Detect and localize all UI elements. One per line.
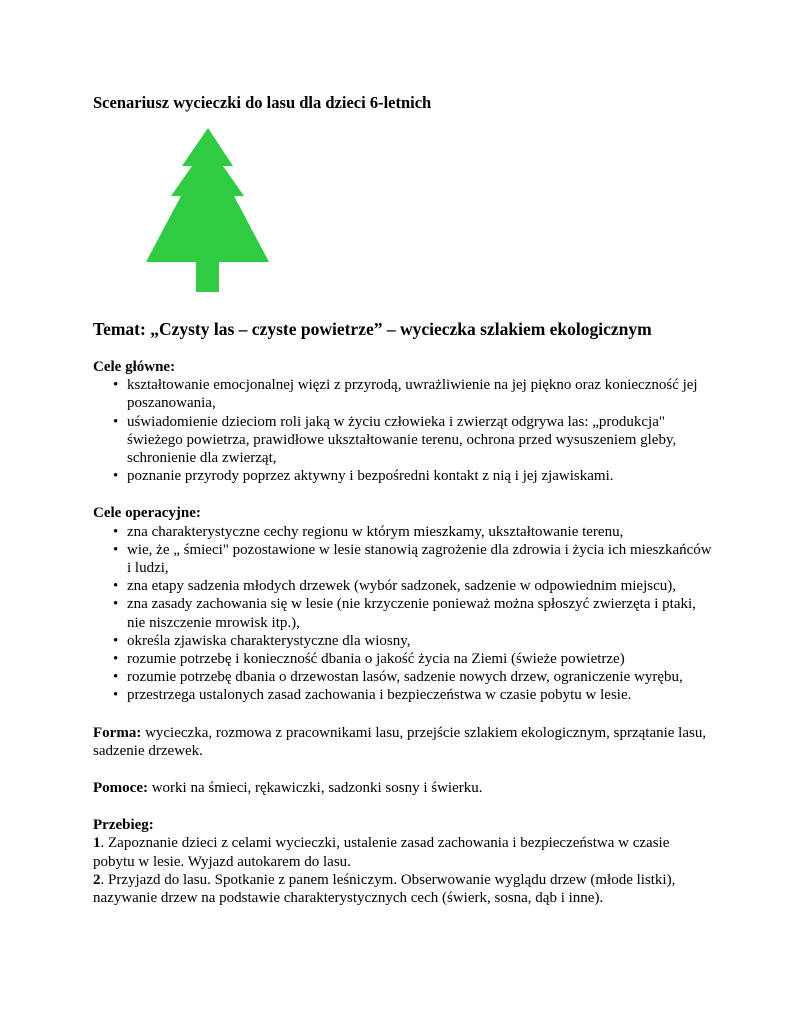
main-goals-list — [93, 376, 713, 485]
spacer — [93, 760, 713, 779]
step-number: 1 — [93, 835, 101, 852]
list-item: • zna etapy sadzenia młodych drzewek (wybór sadzonek, sadzenie w odpowiednim miejscu), — [93, 577, 713, 595]
forma-text: wycieczka, rozmowa z pracownikami lasu, przejście szlakiem ekologicznym, sprzątanie lasu, sadzenie drzewek. — [93, 724, 707, 759]
operational-goals-list — [93, 523, 713, 705]
forma-label: Forma: — [93, 724, 142, 741]
list-item: • zna charakterystyczne cechy regionu w którym mieszkamy, ukształtowanie terenu, — [93, 523, 713, 541]
list-item: • przestrzega ustalonych zasad zachowania i bezpieczeństwa w czasie pobytu w lesie. — [93, 686, 713, 704]
list-item: • uświadomienie dzieciom roli jaką w życiu człowieka i zwierząt odgrywa las: „produkcja" świeżego powietrza, prawidłowe ukształtowanie terenu, ochrona przed wysuszeniem gleby, schronienie dla zwierząt, — [93, 413, 713, 468]
spacer — [93, 797, 713, 816]
tree-icon — [145, 128, 271, 292]
tree-shape — [146, 128, 269, 292]
spacer — [93, 485, 713, 504]
theme-heading: Temat: „Czysty las – czyste powietrze” – wycieczka szlakiem ekologicznym — [93, 319, 652, 339]
pomoce-text: worki na śmieci, rękawiczki, sadzonki sosny i świerku. — [147, 780, 483, 797]
list-item: • wie, że „ śmieci" pozostawione w lesie stanowią zagrożenie dla zdrowia i życia ich mieszkańców i ludzi, — [93, 541, 713, 577]
main-goals-heading: Cele główne: — [93, 359, 176, 375]
document-title: Scenariusz wycieczki do lasu dla dzieci 6-letnich — [93, 93, 432, 112]
forma-paragraph — [93, 724, 713, 760]
list-item: • rozumie potrzebę dbania o drzewostan lasów, sadzenie nowych drzew, ograniczenie wyrębu, — [93, 668, 713, 686]
step-text: . Przyjazd do lasu. Spotkanie z panem leśniczym. Obserwowanie wyglądu drzew (młode listki), nazywanie drzew na podstawie charakterystycznych cech (świerk, sosna, dąb i inne). — [93, 871, 676, 907]
przebieg-step — [93, 871, 713, 907]
list-item: • rozumie potrzebę i konieczność dbania o jakość życia na Ziemi (świeże powietrze) — [93, 650, 713, 668]
spacer — [93, 705, 713, 724]
przebieg-heading: Przebieg: — [93, 817, 154, 834]
pomoce-label: Pomoce: — [93, 780, 148, 797]
document-body — [93, 358, 713, 907]
list-item: • poznanie przyrody poprzez aktywny i bezpośredni kontakt z nią i jej zjawiskami. — [93, 467, 713, 485]
przebieg-step — [93, 834, 713, 870]
step-number: 2 — [93, 871, 101, 888]
pomoce-paragraph — [93, 779, 713, 797]
list-item: • zna zasady zachowania się w lesie (nie krzyczenie ponieważ można spłoszyć zwierzęta i ptaki, nie niszczenie mrowisk itp.), — [93, 595, 713, 631]
list-item: • określa zjawiska charakterystyczne dla wiosny, — [93, 632, 713, 650]
list-item: • kształtowanie emocjonalnej więzi z przyrodą, uwrażliwienie na jej piękno oraz konieczność jej poszanowania, — [93, 376, 713, 412]
step-text: . Zapoznanie dzieci z celami wycieczki, ustalenie zasad zachowania i bezpieczeństwa w czasie pobytu w lesie. Wyjazd autokarem do lasu. — [93, 835, 670, 870]
operational-goals-heading: Cele operacyjne: — [93, 505, 201, 522]
